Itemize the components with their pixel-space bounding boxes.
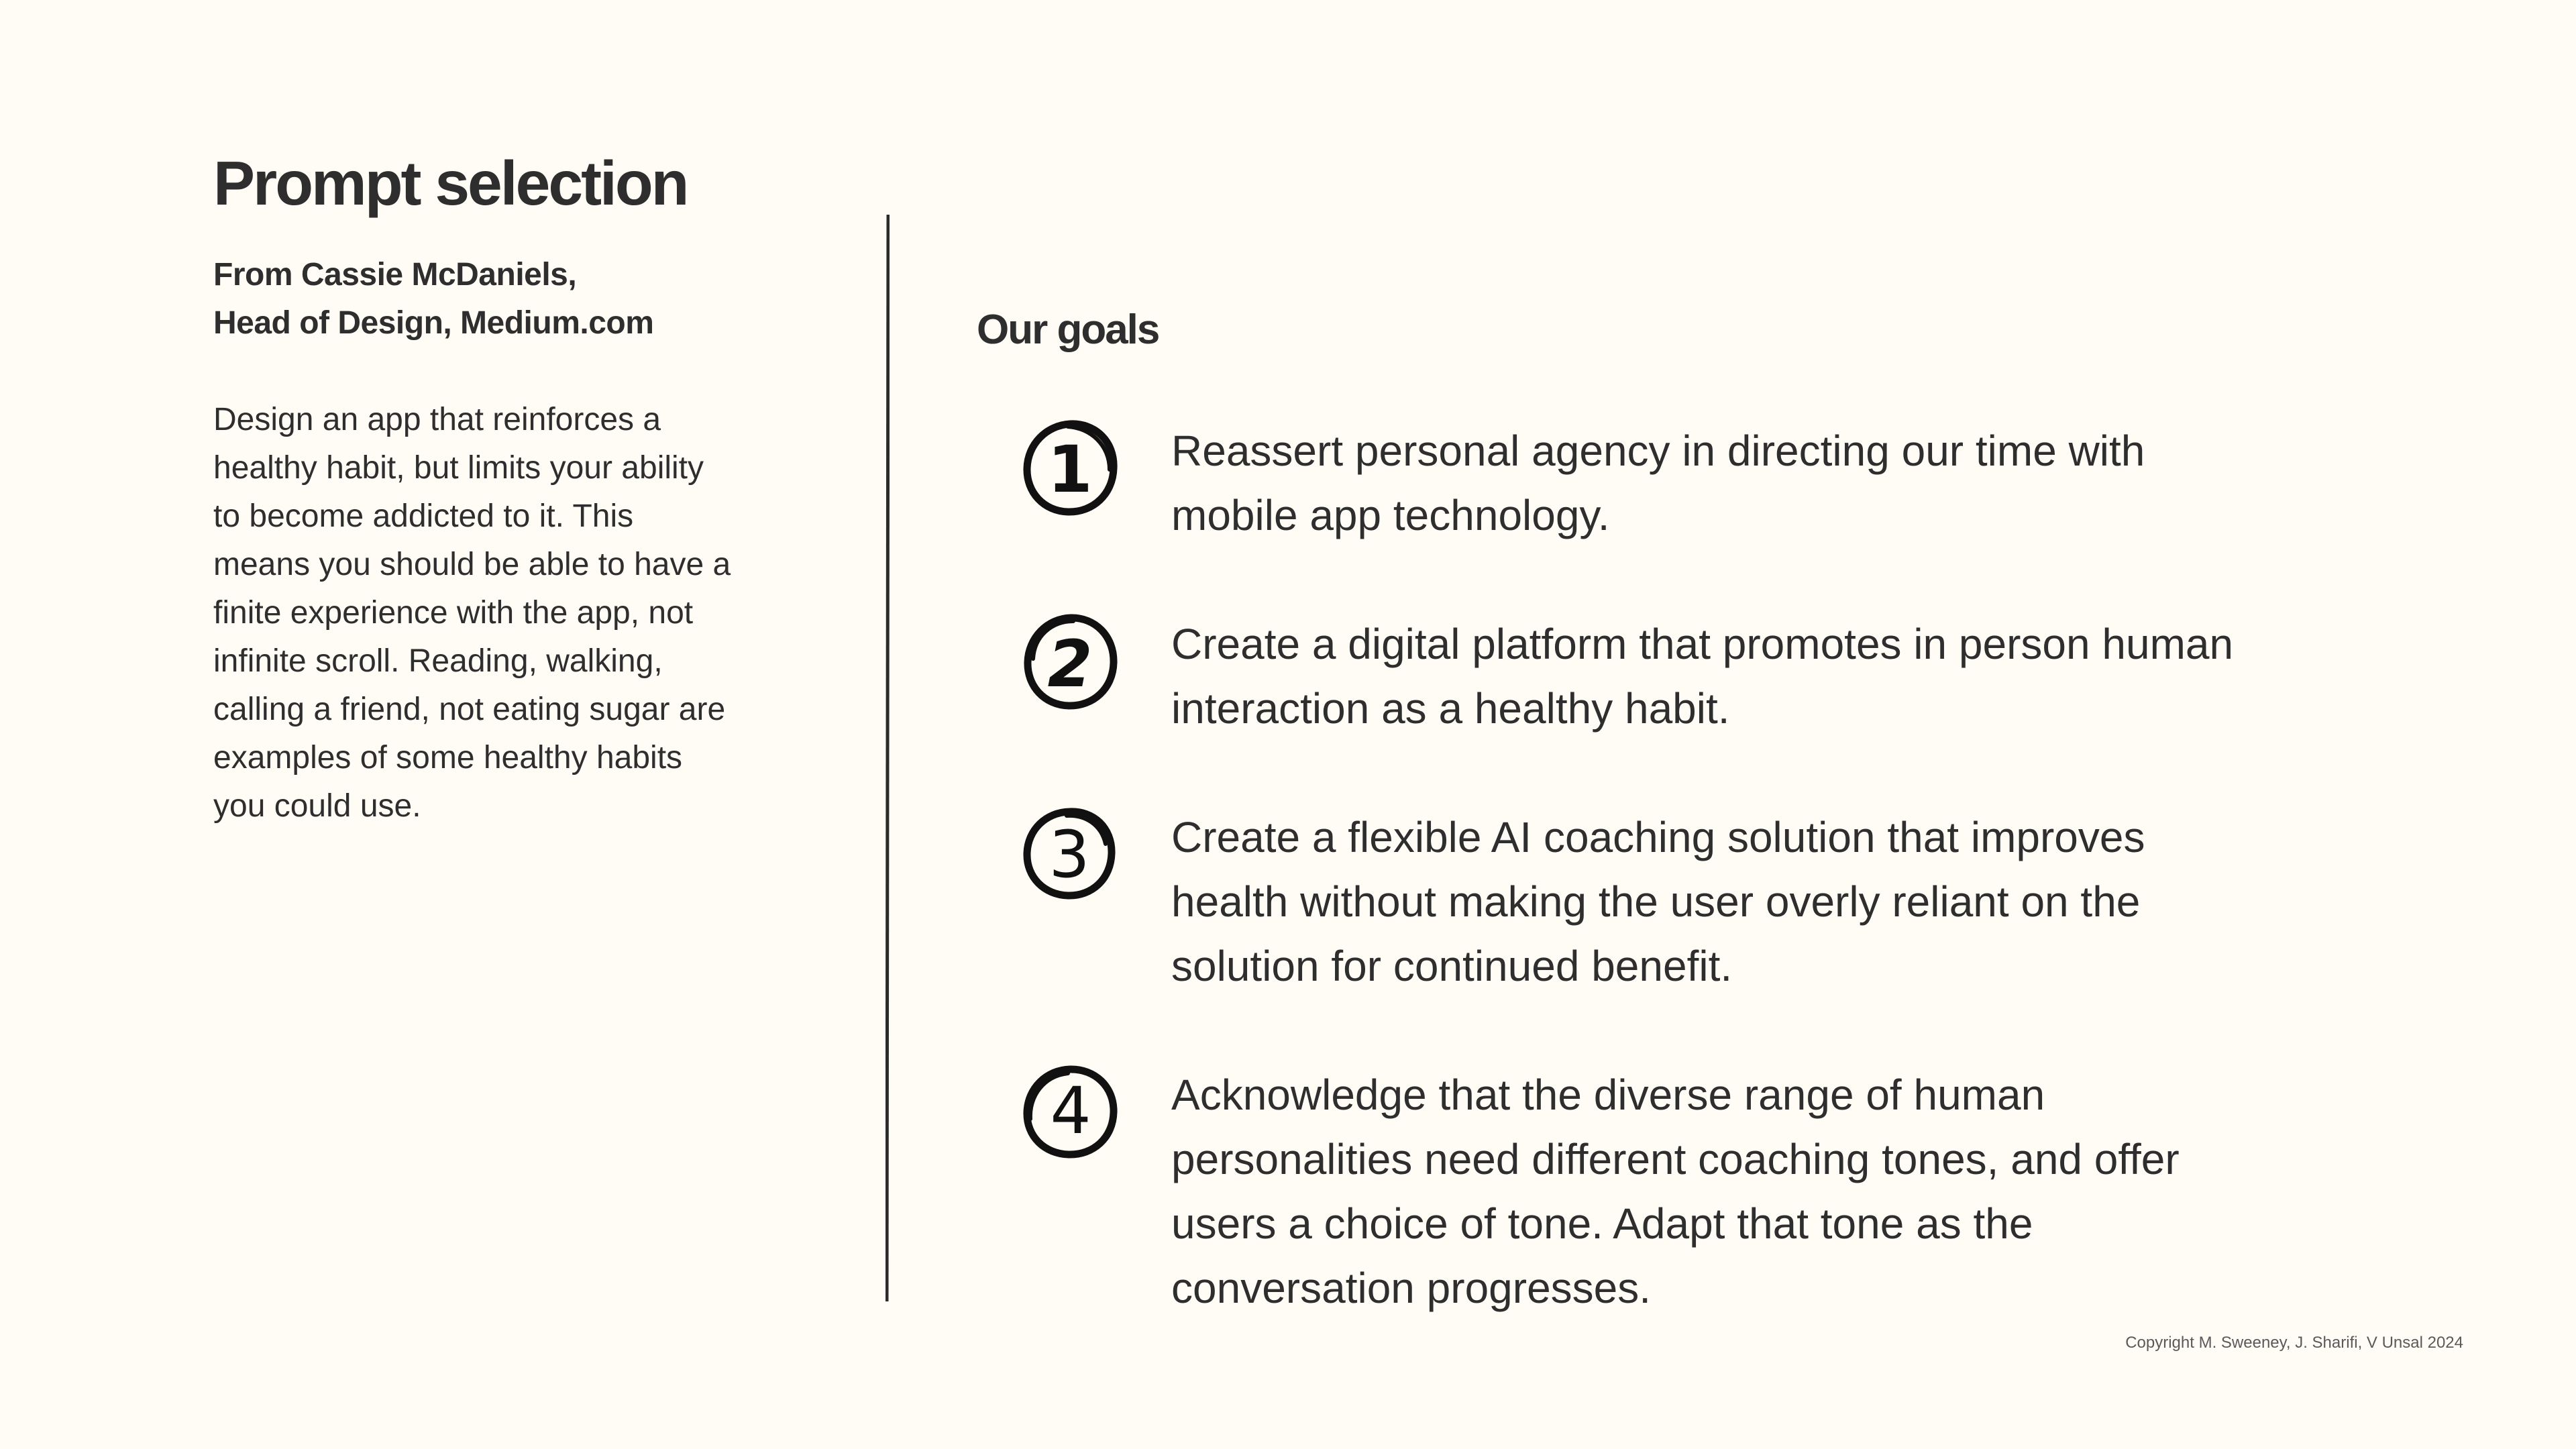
circled-number-three-icon: [1020, 805, 1120, 906]
vertical-divider: [885, 215, 890, 1301]
prompt-line: to become addicted to it. This: [213, 498, 634, 534]
prompt-line: healthy habit, but limits your ability: [213, 450, 704, 486]
goal-number-label: 1: [1047, 432, 1093, 507]
goal-text-line: health without making the user overly reliant on the: [1171, 877, 2141, 926]
prompt-source: [213, 251, 817, 347]
goal-number-label: 2: [1047, 627, 1093, 702]
prompt-source-role: Head of Design, Medium.com: [213, 305, 654, 341]
goal-text-line: mobile app technology.: [1171, 491, 1610, 539]
prompt-line: you could use.: [213, 788, 421, 824]
prompt-line: Design an app that reinforces a: [213, 402, 661, 437]
goal-number-label: 3: [1049, 817, 1090, 892]
goal-text-line: interaction as a healthy habit.: [1171, 684, 1730, 733]
prompt-line: examples of some healthy habits: [213, 740, 683, 775]
goal-text: [1171, 419, 2339, 547]
copyright-notice: Copyright M. Sweeney, J. Sharifi, V Unsal 2024: [2125, 1334, 2463, 1352]
goal-text-line: Create a flexible AI coaching solution that improves: [1171, 813, 2145, 861]
circled-number-one-icon: [1020, 419, 1120, 519]
goal-text-line: Acknowledge that the diverse range of human: [1171, 1071, 2045, 1119]
page-title: Prompt selection: [213, 148, 688, 218]
prompt-line: infinite scroll. Reading, walking,: [213, 643, 663, 679]
circled-number-four-icon: [1020, 1063, 1120, 1163]
prompt-line: calling a friend, not eating sugar are: [213, 692, 726, 727]
goal-text-line: conversation progresses.: [1171, 1264, 1652, 1312]
goal-text-line: solution for continued benefit.: [1171, 942, 1733, 990]
circled-number-two-icon: [1020, 612, 1120, 712]
goal-text: [1171, 1063, 2339, 1320]
prompt-line: finite experience with the app, not: [213, 595, 694, 631]
prompt-line: means you should be able to have a: [213, 547, 731, 582]
goal-text-line: Reassert personal agency in directing our time with: [1171, 427, 2145, 475]
goal-number-label: 4: [1050, 1073, 1091, 1148]
goal-text-line: Create a digital platform that promotes in person human: [1171, 620, 2234, 668]
goal-text-line: users a choice of tone. Adapt that tone as the: [1171, 1199, 2033, 1248]
goals-heading: Our goals: [977, 307, 1159, 353]
goal-text: [1171, 612, 2339, 741]
prompt-source-name: From Cassie McDaniels,: [213, 257, 577, 292]
goal-text: [1171, 805, 2339, 998]
prompt-description: [213, 396, 790, 830]
goal-text-line: personalities need different coaching tones, and offer: [1171, 1135, 2180, 1183]
